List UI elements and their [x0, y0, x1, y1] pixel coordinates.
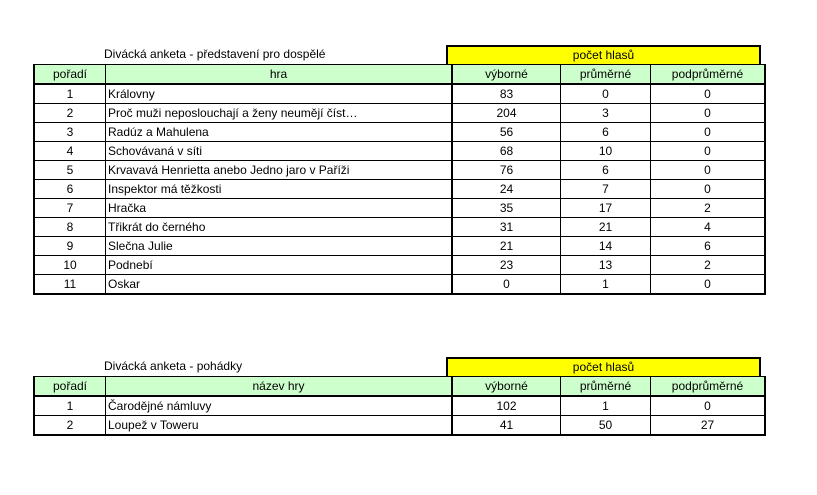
table-row [34, 84, 765, 104]
cell-excellent-votes: 35 [452, 199, 561, 218]
cell-excellent-votes: 23 [452, 256, 561, 275]
cell-average-votes: 1 [561, 275, 651, 295]
table-row [34, 104, 765, 123]
cell-below-average-votes: 0 [651, 396, 766, 416]
column-header-title: hra [106, 65, 453, 85]
cell-average-votes: 0 [561, 84, 651, 104]
table-row [34, 237, 765, 256]
cell-rank: 7 [34, 199, 106, 218]
column-header-excellent: výborné [452, 65, 561, 85]
cell-rank: 2 [34, 416, 106, 436]
column-header-below-average: podprůměrné [651, 65, 766, 85]
cell-rank: 1 [34, 396, 106, 416]
table-row [34, 416, 765, 436]
cell-average-votes: 3 [561, 104, 651, 123]
cell-excellent-votes: 56 [452, 123, 561, 142]
adult-survey-grid [33, 64, 766, 295]
table-row [34, 396, 765, 416]
cell-excellent-votes: 102 [452, 396, 561, 416]
cell-below-average-votes: 0 [651, 104, 766, 123]
column-header-average: průměrné [561, 65, 651, 85]
cell-play-title: Oskar [106, 275, 453, 295]
cell-below-average-votes: 0 [651, 142, 766, 161]
cell-average-votes: 50 [561, 416, 651, 436]
cell-rank: 2 [34, 104, 106, 123]
cell-rank: 5 [34, 161, 106, 180]
cell-play-title: Inspektor má těžkosti [106, 180, 453, 199]
cell-below-average-votes: 4 [651, 218, 766, 237]
cell-play-title: Třikrát do černého [106, 218, 453, 237]
cell-excellent-votes: 0 [452, 275, 561, 295]
cell-rank: 9 [34, 237, 106, 256]
cell-average-votes: 17 [561, 199, 651, 218]
table-row [34, 123, 765, 142]
column-header-rank: pořadí [34, 65, 106, 85]
cell-excellent-votes: 204 [452, 104, 561, 123]
column-header-below-average: podprůměrné [651, 377, 766, 397]
cell-average-votes: 13 [561, 256, 651, 275]
cell-below-average-votes: 0 [651, 123, 766, 142]
kids-survey-table [33, 357, 766, 436]
kids-votes-header: počet hlasů [446, 357, 761, 377]
table-row [34, 256, 765, 275]
cell-rank: 8 [34, 218, 106, 237]
cell-average-votes: 21 [561, 218, 651, 237]
table-row [34, 275, 765, 295]
cell-excellent-votes: 21 [452, 237, 561, 256]
cell-play-title: Slečna Julie [106, 237, 453, 256]
table-row [34, 142, 765, 161]
cell-play-title: Proč muži neposlouchají a ženy neumějí číst… [106, 104, 453, 123]
cell-average-votes: 6 [561, 123, 651, 142]
column-header-average: průměrné [561, 377, 651, 397]
cell-rank: 1 [34, 84, 106, 104]
cell-average-votes: 14 [561, 237, 651, 256]
cell-average-votes: 6 [561, 161, 651, 180]
cell-play-title: Krvavavá Henrietta anebo Jedno jaro v Paříži [106, 161, 453, 180]
table-row [34, 218, 765, 237]
cell-average-votes: 10 [561, 142, 651, 161]
cell-play-title: Podnebí [106, 256, 453, 275]
cell-below-average-votes: 27 [651, 416, 766, 436]
kids-survey-grid [33, 376, 766, 436]
table-row [34, 161, 765, 180]
cell-excellent-votes: 24 [452, 180, 561, 199]
cell-average-votes: 1 [561, 396, 651, 416]
cell-below-average-votes: 0 [651, 161, 766, 180]
column-header-excellent: výborné [452, 377, 561, 397]
cell-below-average-votes: 2 [651, 256, 766, 275]
cell-excellent-votes: 76 [452, 161, 561, 180]
column-header-title: název hry [106, 377, 453, 397]
cell-below-average-votes: 6 [651, 237, 766, 256]
cell-rank: 6 [34, 180, 106, 199]
cell-play-title: Radúz a Mahulena [106, 123, 453, 142]
kids-survey-title: Divácká anketa - pohádky [104, 359, 243, 373]
cell-rank: 10 [34, 256, 106, 275]
cell-play-title: Hračka [106, 199, 453, 218]
adult-votes-header: počet hlasů [446, 45, 761, 65]
cell-play-title: Královny [106, 84, 453, 104]
table-row [34, 199, 765, 218]
cell-play-title: Schovávaná v síti [106, 142, 453, 161]
kids-survey-body [34, 396, 765, 435]
adult-survey-body [34, 84, 765, 294]
adult-survey-table [33, 45, 766, 295]
cell-below-average-votes: 0 [651, 84, 766, 104]
kids-header-row [34, 377, 765, 397]
cell-rank: 4 [34, 142, 106, 161]
adult-survey-title: Divácká anketa - představení pro dospělé [104, 47, 326, 61]
cell-excellent-votes: 83 [452, 84, 561, 104]
cell-excellent-votes: 31 [452, 218, 561, 237]
cell-excellent-votes: 68 [452, 142, 561, 161]
cell-play-title: Loupež v Toweru [106, 416, 453, 436]
column-header-rank: pořadí [34, 377, 106, 397]
table-row [34, 180, 765, 199]
cell-excellent-votes: 41 [452, 416, 561, 436]
cell-below-average-votes: 0 [651, 180, 766, 199]
cell-below-average-votes: 0 [651, 275, 766, 295]
kids-survey-title-row [33, 357, 766, 376]
adult-header-row [34, 65, 765, 85]
cell-average-votes: 7 [561, 180, 651, 199]
cell-play-title: Čarodějné námluvy [106, 396, 453, 416]
cell-rank: 11 [34, 275, 106, 295]
adult-survey-title-row [33, 45, 766, 64]
cell-rank: 3 [34, 123, 106, 142]
cell-below-average-votes: 2 [651, 199, 766, 218]
